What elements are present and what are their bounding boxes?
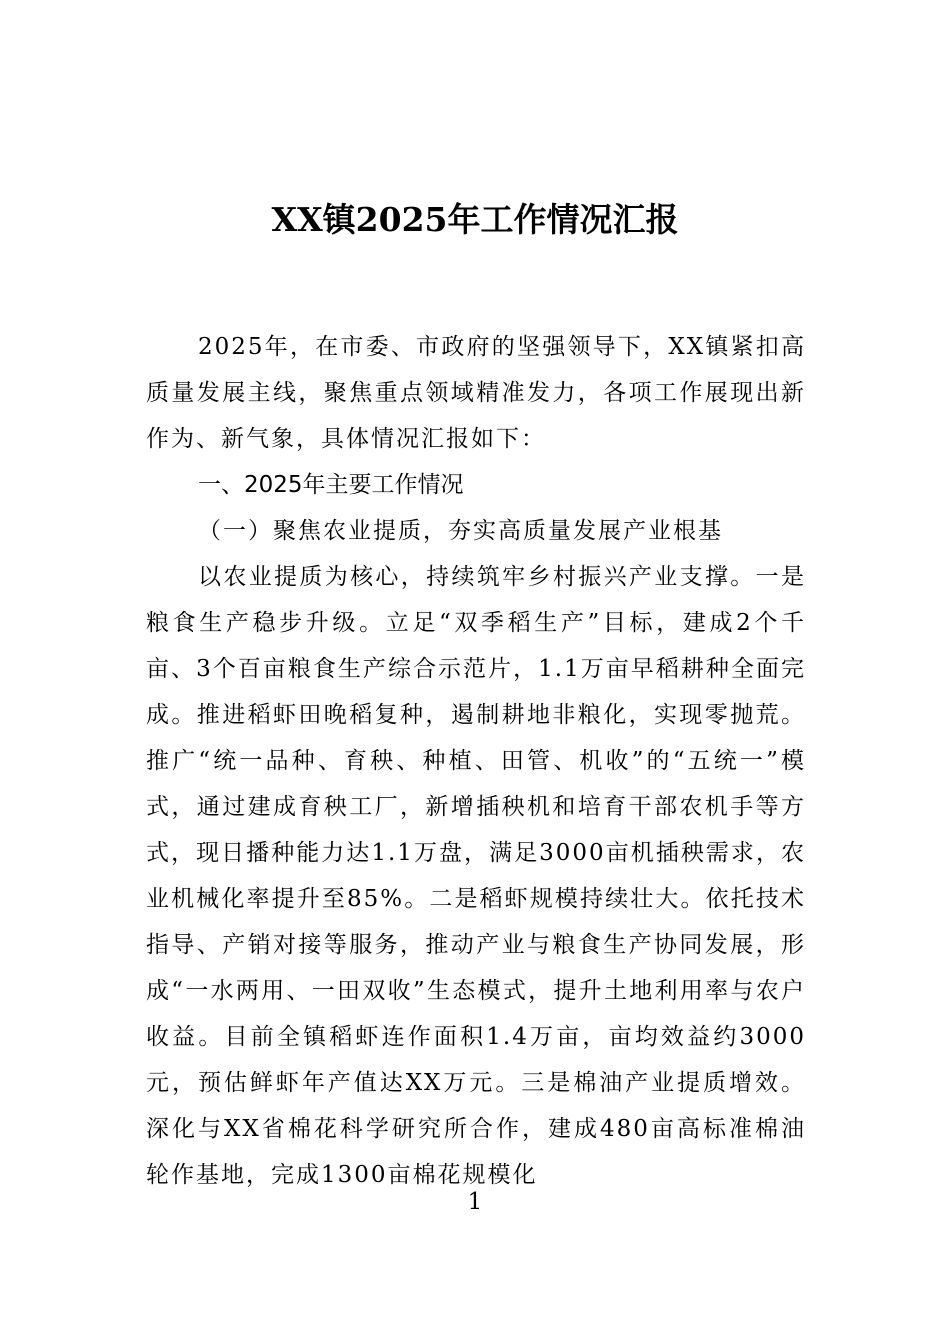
subsection-heading: （一）聚焦农业提质，夯实高质量发展产业根基 xyxy=(198,518,723,544)
document-title: XX镇2025年工作情况汇报 xyxy=(271,200,679,239)
document-body xyxy=(146,324,806,1198)
body-paragraph: 以农业提质为核心，持续筑牢乡村振兴产业支撑。一是粮食生产稳步升级。立足“双季稻生产”目标，建成2个千亩、3个百亩粮食生产综合示范片，1.1万亩早稻耕种全面完成。推进稻虾田晚稻复种，遏制耕地非粮化，实现零抛荒。推广“统一品种、育秧、种植、田管、机收”的“五统一”模式，通过建成育秧工厂，新增插秧机和培育干部农机手等方式，现日播种能力达1.1万盘，满足3000亩机插秧需求，农业机械化率提升至85%。二是稻虾规模持续壮大。依托技术指导、产销对接等服务，推动产业与粮食生产协同发展，形成“一水两用、一田双收”生态模式，提升土地利用率与农户收益。目前全镇稻虾连作面积1.4万亩，亩均效益约3000元，预估鲜虾年产值达XX万元。三是棉油产业提质增效。深化与XX省棉花科学研究所合作，建成480亩高标准棉油轮作基地，完成1300亩棉花规模化 xyxy=(146,564,806,1188)
page-number: 1 xyxy=(467,1189,483,1215)
section-heading: 一、2025年主要工作情况 xyxy=(198,472,464,498)
intro-paragraph: 2025年，在市委、市政府的坚强领导下，XX镇紧扣高质量发展主线，聚焦重点领域精准发力，各项工作展现出新作为、新气象，具体情况汇报如下： xyxy=(146,334,806,452)
